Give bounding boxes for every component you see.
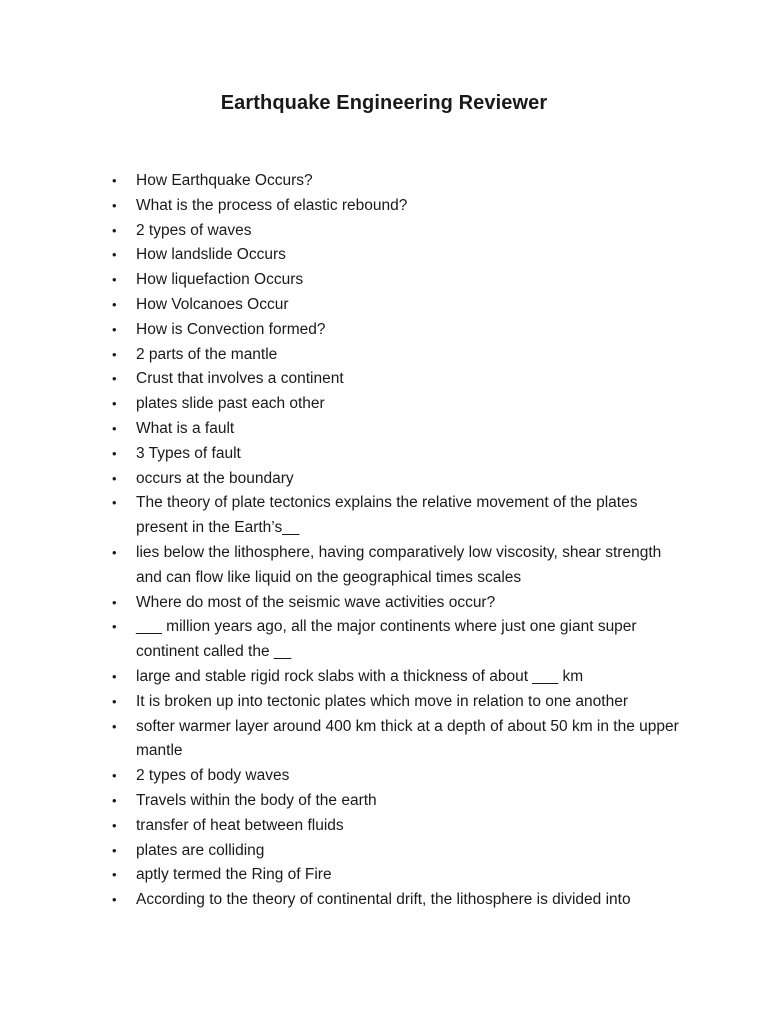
list-item-text: What is the process of elastic rebound?: [136, 196, 408, 214]
bullet-icon: •: [112, 247, 117, 263]
list-item: [109, 715, 679, 765]
list-item: [109, 442, 679, 467]
bullet-icon: •: [112, 173, 117, 188]
bullet-icon: •: [112, 197, 117, 213]
list-item: [109, 665, 679, 690]
list-item-text: large and stable rigid rock slabs with a thickness of about ___ km: [136, 667, 584, 685]
list-item: [109, 615, 679, 665]
list-item-text: 2 parts of the mantle: [136, 345, 278, 363]
list-item-text: Where do most of the seismic wave activities occur?: [136, 593, 496, 611]
list-item: [109, 318, 679, 343]
bullet-icon: •: [112, 892, 117, 908]
bullet-icon: •: [112, 718, 117, 734]
list-item-text: Travels within the body of the earth: [136, 791, 377, 809]
list-item-text: ___ million years ago, all the major continents where just one giant super continent called the __: [136, 618, 637, 661]
list-item-text: 2 types of body waves: [136, 767, 290, 785]
list-item-text: How is Convection formed?: [136, 320, 326, 338]
list-item-text: aptly termed the Ring of Fire: [136, 866, 332, 884]
list-item: [109, 392, 679, 417]
list-item-text: How liquefaction Occurs: [136, 271, 304, 289]
list-item-text: plates slide past each other: [136, 395, 325, 413]
list-item-text: occurs at the boundary: [136, 469, 294, 487]
bullet-icon: •: [112, 396, 117, 412]
list-item: [109, 268, 679, 293]
list-item-text: plates are colliding: [136, 841, 265, 859]
bullet-icon: •: [112, 817, 117, 833]
list-item: [109, 789, 679, 814]
bullet-icon: •: [112, 619, 117, 635]
bullet-icon: •: [112, 495, 117, 511]
list-item: [109, 591, 679, 616]
list-item-text: 2 types of waves: [136, 221, 252, 239]
bullet-icon: •: [112, 693, 117, 709]
list-item-text: lies below the lithosphere, having comparatively low viscosity, shear strength and can flow like liquid on the geographical times scales: [136, 543, 662, 586]
bullet-icon: •: [112, 594, 117, 610]
list-item-text: 3 Types of fault: [136, 444, 241, 462]
bullet-icon: •: [112, 668, 117, 684]
list-item: [109, 343, 679, 368]
bullet-icon: •: [112, 346, 117, 362]
list-item: [109, 541, 679, 591]
list-item: [109, 491, 679, 541]
list-item-text: It is broken up into tectonic plates which move in relation to one another: [136, 692, 628, 710]
list-item: [109, 764, 679, 789]
list-item: [109, 219, 679, 244]
list-item-text: According to the theory of continental drift, the lithosphere is divided into: [136, 891, 631, 909]
list-item: [109, 194, 679, 219]
list-item-text: transfer of heat between fluids: [136, 816, 344, 834]
list-item: [109, 367, 679, 392]
bullet-icon: •: [112, 222, 117, 238]
bullet-icon: •: [112, 867, 117, 883]
bullet-icon: •: [112, 296, 117, 312]
bullet-icon: •: [112, 371, 117, 387]
bullet-icon: •: [112, 272, 117, 288]
bullet-icon: •: [112, 445, 117, 461]
list-item-text: softer warmer layer around 400 km thick at a depth of about 50 km in the upper mantle: [136, 717, 679, 760]
list-item: [109, 417, 679, 442]
bullet-icon: •: [112, 768, 117, 784]
list-item: [109, 839, 679, 864]
list-item: [109, 467, 679, 492]
page-title: Earthquake Engineering Reviewer: [220, 92, 548, 114]
list-item-text: How Volcanoes Occur: [136, 295, 289, 313]
list-item: [109, 814, 679, 839]
bullet-icon: •: [112, 470, 117, 486]
list-item-text: How Earthquake Occurs?: [136, 172, 313, 189]
list-item: [109, 888, 679, 913]
bullet-icon: •: [112, 420, 117, 436]
list-item-text: Crust that involves a continent: [136, 370, 344, 388]
list-item: [109, 169, 679, 194]
list-item: [109, 243, 679, 268]
bullet-icon: •: [112, 842, 117, 858]
bullet-icon: •: [112, 544, 117, 560]
bullet-icon: •: [112, 792, 117, 808]
bullet-icon: •: [112, 321, 117, 337]
list-item: [109, 690, 679, 715]
list-item-text: What is a fault: [136, 419, 235, 437]
list-item: [109, 293, 679, 318]
list-item-text: The theory of plate tectonics explains the relative movement of the plates present in the Earth’s__: [136, 494, 638, 537]
list-item: [109, 863, 679, 888]
list-item-text: How landslide Occurs: [136, 246, 286, 264]
reviewer-question-list: [109, 169, 679, 913]
